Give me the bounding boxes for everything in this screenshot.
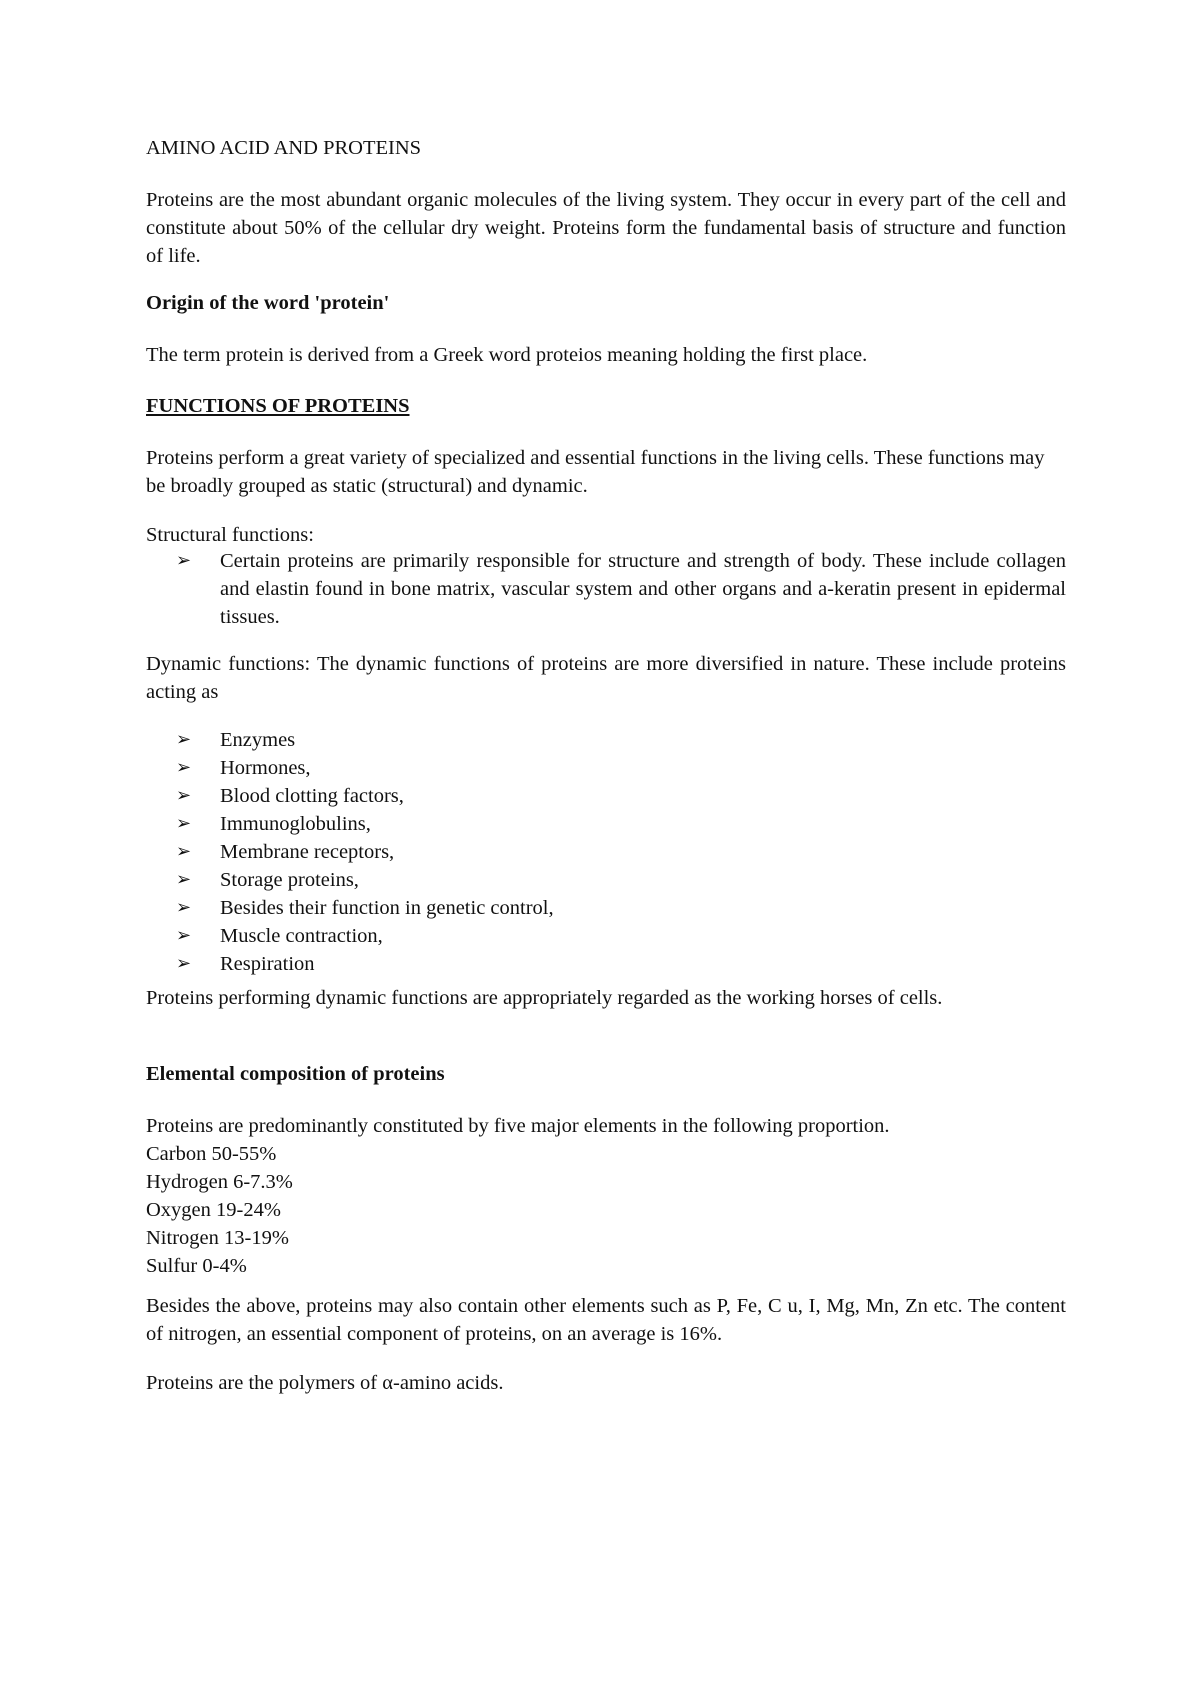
- list-item: [176, 838, 1066, 866]
- list-item-text: Storage proteins,: [220, 869, 359, 891]
- arrow-bullet-icon: ➢: [176, 813, 192, 834]
- list-item-text: Respiration: [220, 953, 315, 975]
- polymers-paragraph: Proteins are the polymers of α-amino acids.: [146, 1372, 504, 1394]
- list-item: [176, 547, 1066, 631]
- intro-paragraph: Proteins are the most abundant organic molecules of the living system. They occur in every part of the cell and constitute about 50% of the cellular dry weight. Proteins form the fundamental basis of structure and function of life.: [146, 189, 1066, 267]
- list-item: Carbon 50-55%: [146, 1143, 277, 1165]
- list-item-text: Hormones,: [220, 757, 311, 779]
- arrow-bullet-icon: ➢: [176, 869, 192, 890]
- list-item: [176, 922, 1066, 950]
- list-item-text: Muscle contraction,: [220, 925, 383, 947]
- elemental-intro-paragraph: Proteins are predominantly constituted by five major elements in the following proportion.: [146, 1115, 890, 1137]
- dynamic-functions-paragraph: Dynamic functions: The dynamic functions of proteins are more diversified in nature. These include proteins acting as: [146, 653, 1066, 703]
- arrow-bullet-icon: ➢: [176, 897, 192, 918]
- besides-paragraph: Besides the above, proteins may also contain other elements such as P, Fe, C u, I, Mg, Mn, Zn etc. The content of nitrogen, an essential component of proteins, on an average is 16%.: [146, 1295, 1066, 1345]
- arrow-bullet-icon: ➢: [176, 729, 192, 750]
- list-item-text: Enzymes: [220, 729, 296, 751]
- list-item: Sulfur 0-4%: [146, 1255, 247, 1277]
- arrow-bullet-icon: ➢: [176, 785, 192, 806]
- list-item: [176, 726, 1066, 754]
- dynamic-functions-list: [176, 726, 1066, 978]
- list-item: Oxygen 19-24%: [146, 1199, 281, 1221]
- list-item-text: Immunoglobulins,: [220, 813, 371, 835]
- arrow-bullet-icon: ➢: [176, 550, 192, 571]
- arrow-bullet-icon: ➢: [176, 757, 192, 778]
- working-horses-paragraph: Proteins performing dynamic functions are appropriately regarded as the working horses of cells.: [146, 987, 943, 1009]
- functions-intro-paragraph: Proteins perform a great variety of specialized and essential functions in the living cells. These functions may be broadly grouped as static (structural) and dynamic.: [146, 447, 1045, 497]
- list-item-text: Membrane receptors,: [220, 841, 395, 863]
- list-item-text: Besides their function in genetic control,: [220, 897, 554, 919]
- arrow-bullet-icon: ➢: [176, 925, 192, 946]
- document-title: AMINO ACID AND PROTEINS: [146, 137, 422, 159]
- elements-list: [146, 1140, 1066, 1280]
- arrow-bullet-icon: ➢: [176, 953, 192, 974]
- elemental-heading: Elemental composition of proteins: [146, 1063, 445, 1085]
- list-item: [176, 950, 1066, 978]
- list-item: [176, 810, 1066, 838]
- structural-functions-label: Structural functions:: [146, 524, 314, 546]
- list-item-text: Certain proteins are primarily responsible for structure and strength of body. These include collagen and elastin found in bone matrix, vascular system and other organs and a-keratin present in epidermal tissues.: [220, 550, 1066, 628]
- arrow-bullet-icon: ➢: [176, 841, 192, 862]
- list-item-text: Blood clotting factors,: [220, 785, 404, 807]
- list-item: Nitrogen 13-19%: [146, 1227, 289, 1249]
- list-item: Hydrogen 6-7.3%: [146, 1171, 293, 1193]
- functions-heading: FUNCTIONS OF PROTEINS: [146, 395, 410, 417]
- list-item: [176, 894, 1066, 922]
- origin-paragraph: The term protein is derived from a Greek word proteios meaning holding the first place.: [146, 344, 868, 366]
- origin-heading: Origin of the word 'protein': [146, 292, 390, 314]
- list-item: [176, 782, 1066, 810]
- structural-functions-list: [176, 547, 1066, 631]
- list-item: [176, 866, 1066, 894]
- list-item: [176, 754, 1066, 782]
